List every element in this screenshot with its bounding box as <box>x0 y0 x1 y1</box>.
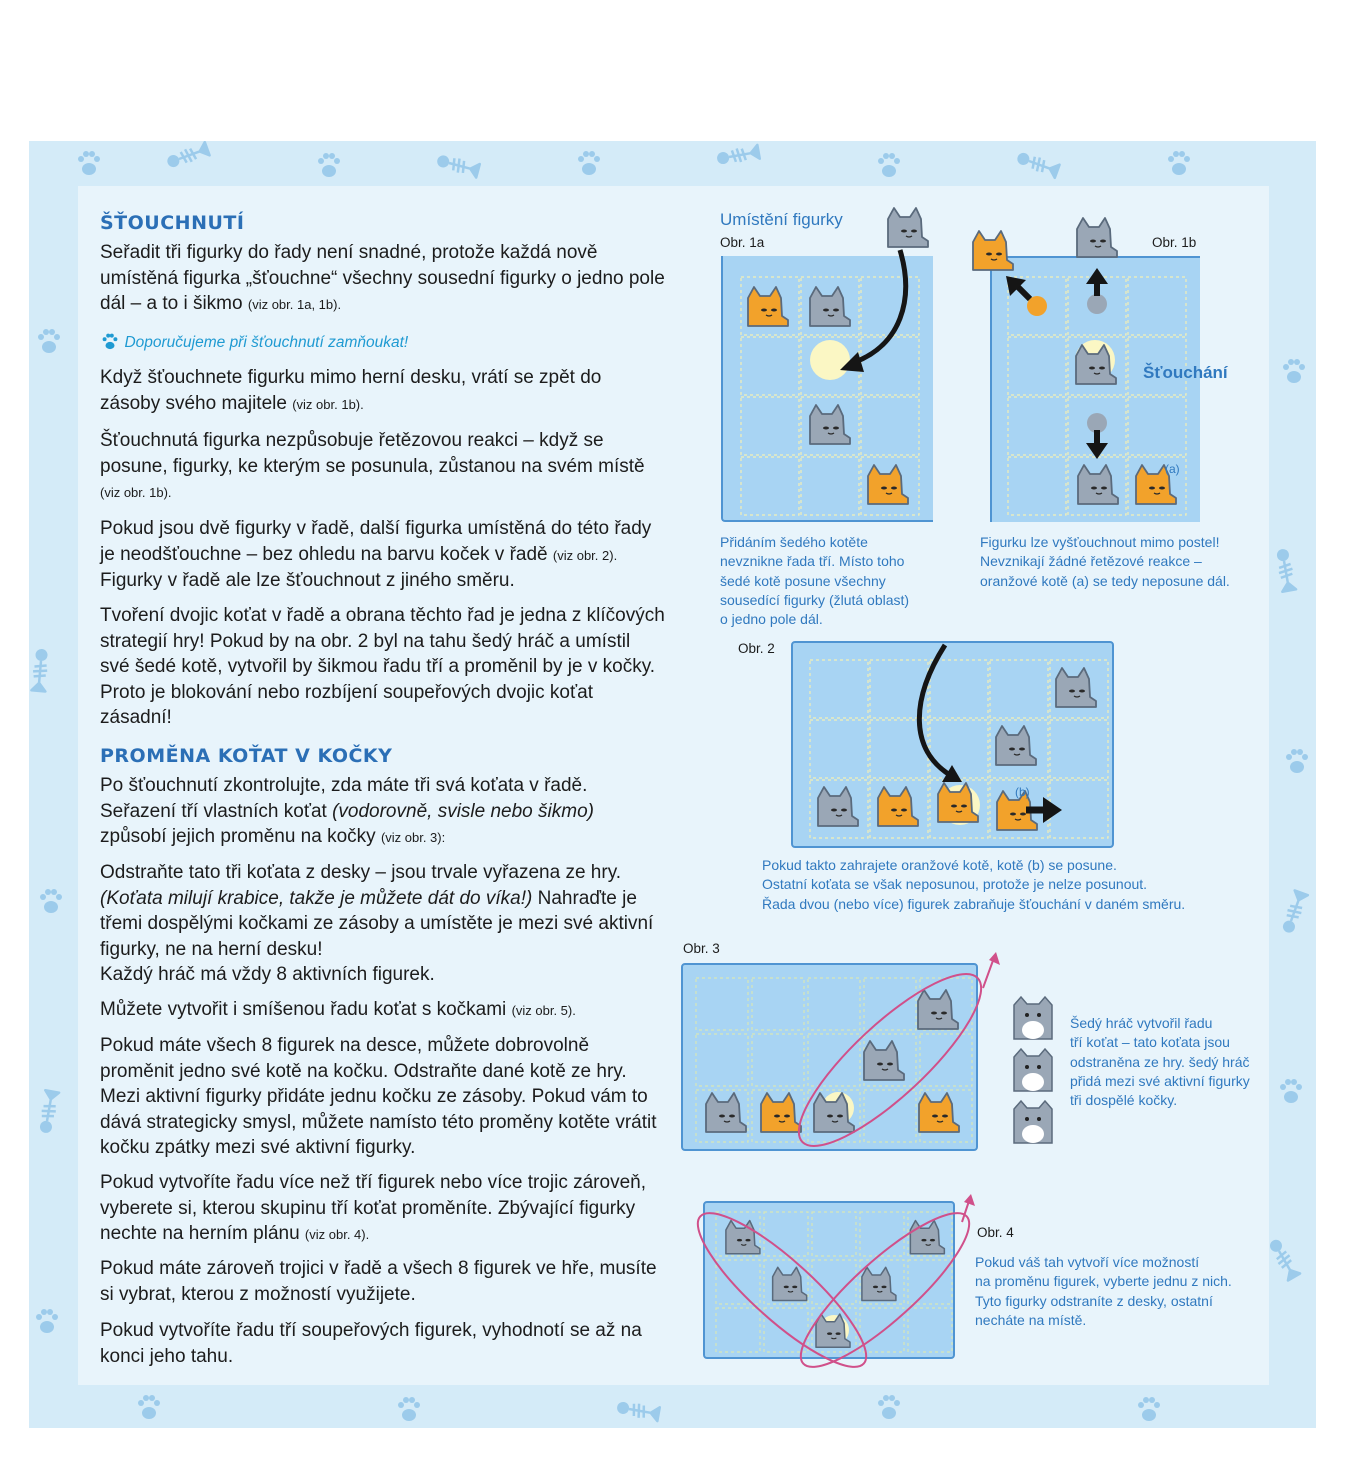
grey-kitten-pushed-out <box>1077 218 1117 257</box>
figure-4-label: Obr. 4 <box>977 1225 1014 1240</box>
tip-text: Doporučujeme při šťouchnutí zamňoukat! <box>124 334 409 351</box>
grey-kitten <box>818 787 858 826</box>
figure-1a-diagram <box>721 200 946 530</box>
figure-1b-side-label: Šťouchání <box>1143 363 1228 382</box>
caption-line: Přidáním šedého kotěte <box>720 534 868 550</box>
figure-reference: (viz obr. 3): <box>380 830 446 845</box>
caption-line: Pokud váš tah vytvoří více možností <box>975 1254 1200 1270</box>
figure-4-caption <box>975 1253 1232 1330</box>
caption-line: Tyto figurky odstraníte z desky, ostatní <box>975 1292 1213 1309</box>
grey-kitten <box>918 990 958 1029</box>
figure-2-label: Obr. 2 <box>738 641 775 656</box>
figure-1a-caption <box>720 533 909 629</box>
figure-3-diagram <box>680 950 1020 1155</box>
section-heading-promena: PROMĚNA KOŤAT V KOČKY <box>100 745 393 767</box>
paragraph-multiple-rows <box>100 1170 665 1248</box>
paragraph-text: Po šťouchnutí zkontrolujte, zda máte tři svá koťata v řadě. Seřazení tří vlastních koťat <box>100 775 588 822</box>
caption-line: Šedý hráč vytvořil řadu <box>1070 1015 1213 1031</box>
paragraph-text: Seřadit tři figurky do řady není snadné, protože každá nově umístěná figurka „šťouchne“ všechny sousední figurky o jedno pole dál – a to i šikmo <box>100 242 665 314</box>
paragraph-italic: (Koťata milují krabice, takže je můžete dát do víka!) <box>100 887 533 909</box>
paragraph-text: Když šťouchnete figurku mimo herní desku, vrátí se zpět do zásoby svého majitele <box>100 367 602 414</box>
figure-2-mark-b: (b) <box>1015 785 1030 799</box>
grey-kitten <box>996 726 1036 765</box>
highlight-spot <box>810 340 850 380</box>
figure-reference: (viz obr. 1b). <box>292 396 364 412</box>
caption-line: oranžové kotě (a) se tedy neposune dál. <box>980 572 1230 589</box>
paragraph-stouchnuti-intro <box>100 240 665 318</box>
tip-line <box>100 332 408 352</box>
grey-kitten <box>773 1267 807 1300</box>
grey-kitten <box>864 1041 904 1080</box>
figure-reference: (viz obr. 1a, 1b). <box>247 297 342 312</box>
paragraph-choose: Pokud máte zároveň trojici v řadě a všech 8 figurek ve hře, musíte si vybrat, kterou z možností využijete. <box>100 1258 657 1305</box>
figure-3-caption <box>1070 1014 1250 1110</box>
paragraph-opponent-row: Pokud vytvoříte řadu tří soupeřových figurek, vyhodnotí se až na konci jeho tahu. <box>100 1320 642 1367</box>
grey-kitten <box>810 287 850 326</box>
orange-kitten <box>868 465 908 504</box>
push-arrow <box>1086 268 1108 284</box>
caption-line: necháte na místě. <box>975 1311 1087 1328</box>
paragraph-text: Figurky v řadě ale lze šťouchnout z jiného směru. <box>100 570 515 591</box>
section-heading-stouchnuti: ŠŤOUCHNUTÍ <box>100 212 245 234</box>
figure-2-diagram <box>790 640 1120 850</box>
orange-kitten <box>761 1093 801 1132</box>
grey-kitten <box>1056 668 1096 707</box>
paragraph-text: způsobí jejich proměnu na kočky <box>100 826 376 847</box>
figure-4-diagram <box>690 1190 980 1370</box>
figure-1a-label: Obr. 1a <box>720 235 765 250</box>
paragraph-off-board <box>100 365 665 417</box>
figure-reference: (viz obr. 4). <box>304 1227 370 1242</box>
caption-line: nevznikne řada tří. Místo toho <box>720 553 905 570</box>
figure-reference: (viz obr. 5). <box>511 1003 576 1018</box>
orange-kitten-pushed-out <box>973 231 1013 270</box>
caption-line: šedé kotě posune všechny <box>720 572 886 589</box>
paragraph-italic: (vodorovně, svisle nebo šikmo) <box>332 800 594 822</box>
figure-3-label: Obr. 3 <box>683 941 720 956</box>
paragraph-text: Každý hráč má vždy 8 aktivních figurek. <box>100 964 435 985</box>
caption-line: odstraněna ze hry. šedý hráč <box>1070 1053 1250 1070</box>
figure-1b-label: Obr. 1b <box>1152 235 1197 250</box>
paragraph-remove-kittens <box>100 860 665 988</box>
paragraph-two-in-row <box>100 516 665 594</box>
caption-line: na proměnu figurek, vyberte jednu z nich. <box>975 1273 1232 1290</box>
figure-2-caption <box>762 856 1185 914</box>
paragraph-text: Pokud jsou dvě figurky v řadě, další figurka umístěná do této řady je neodšťouchne – bez ohledu na barvu koček v řadě <box>100 518 652 565</box>
figure-1b-mark-a: (a) <box>1165 462 1180 476</box>
paw-icon <box>100 332 120 350</box>
figure-1b-caption <box>980 533 1230 591</box>
caption-line: Nevznikají žádné řetězové reakce – <box>980 553 1202 570</box>
paragraph-check-three <box>100 773 665 851</box>
grey-kitten-placed <box>888 208 928 247</box>
grey-kitten <box>706 1093 746 1132</box>
figure-1a-title: Umístění figurky <box>720 210 843 229</box>
caption-line: Ostatní koťata se však neposunou, protože je nelze posunout. <box>762 876 1148 893</box>
caption-line: Řada dvou (nebo více) figurek zabraňuje šťouchání v daném směru. <box>762 895 1186 912</box>
grey-kitten <box>862 1267 896 1300</box>
placement-arrow <box>855 250 906 362</box>
paragraph-strategy: Tvoření dvojic koťat v řadě a obrana těchto řad je jedna z klíčových strategií hry! Pokud by na obr. 2 byl na tahu šedý hráč a umístil své šedé kotě, vytvořil by šikmou řadu tří a proměnil by je v kočky. Proto je blokování nebo rozbíjení soupeřových dvojic koťat zásadní! <box>100 605 665 728</box>
grey-kitten <box>810 405 850 444</box>
caption-line: o jedno pole dál. <box>720 611 823 628</box>
paragraph-text: Odstraňte tato tři koťata z desky – jsou trvale vyřazena ze hry. <box>100 862 622 883</box>
paragraph-text: Šťouchnutá figurka nezpůsobuje řetězovou reakci – když se posune, figurky, ke kterým se posunula, zůstanou na svém místě <box>100 430 645 477</box>
paragraph-text: Pokud vytvoříte řadu více než tří figurek nebo více trojic zároveň, vyberete si, kterou skupinu tří koťat proměníte. Zbývající figurky nechte na herním plánu <box>100 1172 646 1244</box>
grey-player-cats <box>1010 995 1060 1150</box>
caption-line: Pokud takto zahrajete oranžové kotě, kotě (b) se posune. <box>762 857 1117 873</box>
orange-kitten <box>878 787 918 826</box>
orange-kitten <box>919 1093 959 1132</box>
grey-kitten <box>1078 465 1118 504</box>
caption-line: přidá mezi své aktivní figurky <box>1070 1072 1250 1089</box>
figure-reference: (viz obr. 1b). <box>100 485 172 500</box>
paragraph-mixed-row <box>100 997 665 1024</box>
placement-arrow <box>919 645 950 775</box>
figure-reference: (viz obr. 2). <box>552 547 618 563</box>
grey-kitten <box>910 1221 944 1254</box>
push-arrow <box>1043 797 1062 823</box>
paragraph-text: Nahraďte je třemi dospělými kočkami ze zásoby a umístěte je mezi své aktivní figurky, ne na herní desku! <box>100 887 654 960</box>
caption-line: tři dospělé kočky. <box>1070 1092 1178 1109</box>
caption-line: sousedící figurky (žlutá oblast) <box>720 591 910 608</box>
paragraph-all-eight: Pokud máte všech 8 figurek na desce, můžete dobrovolně proměnit jedno své kotě na kočku. Odstraňte dané kotě ze hry. Mezi aktivní figurky přidáte jednu kočku ze zásoby. Pokud vám to dává strategicky smysl, můžete namísto této proměny kotěte vrátit kočku zpátky mezi své aktivní figurky. <box>100 1035 657 1158</box>
caption-line: Figurku lze vyšťouchnout mimo postel! <box>980 534 1220 550</box>
caption-line: tří koťat – tato koťata jsou <box>1070 1034 1230 1051</box>
orange-kitten <box>748 287 788 326</box>
paragraph-text: Můžete vytvořit i smíšenou řadu koťat s kočkami <box>100 999 507 1020</box>
paragraph-no-chain <box>100 428 665 506</box>
